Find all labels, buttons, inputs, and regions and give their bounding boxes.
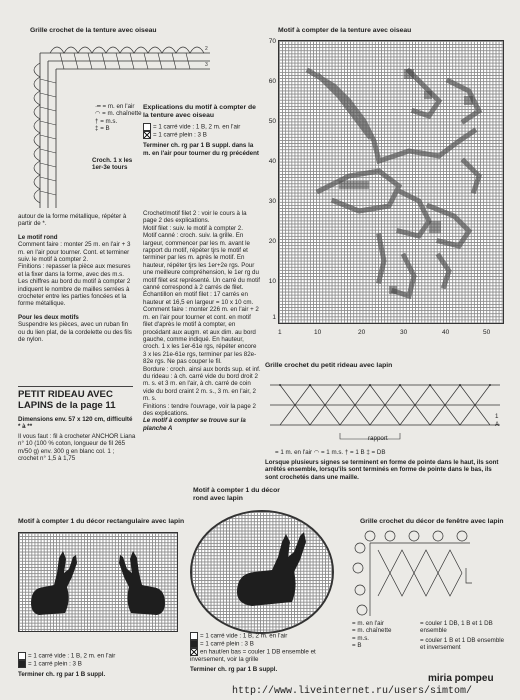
y-tick-70: 70	[268, 38, 276, 45]
y-tick-50: 50	[268, 118, 276, 125]
petit-rideau-materials: Il vous faut : fil à crocheter ANCHOR Liana n° 10 (100 % coton, longueur de fil 265 m/50 g) env. 300 g en blanc col. 1 ; crochet n° 1,5 à 1,75	[18, 432, 136, 463]
rond-legend-empty: = 1 carré vide : 1 B, 2 m. en l'air	[190, 632, 320, 640]
rabbit-round-motif	[192, 512, 332, 632]
y-tick-40: 40	[268, 158, 276, 165]
rond-legend-couler: en haut/en bas = couler 1 DB ensemble et inversement, voir la grille	[190, 648, 316, 664]
lapin-grille-note: Lorsque plusieurs signes se terminent en forme de pointe dans le haut, ils sont arrêtés ensemble, lorsqu'ils sont terminés en forme de pointe dans le bas, ils sont crochetés dans une maille.	[265, 459, 499, 481]
deux-motifs-text: Suspendre les pièces, avec un ruban fin ou du lien plat, de la cordelette ou des fils de nylon.	[18, 321, 132, 344]
legend-full-square: = 1 carré plein : 3 B	[143, 131, 261, 139]
signature: miria pompeu	[428, 673, 494, 684]
fenetre-legend2	[420, 620, 510, 652]
svg-text:2: 2	[205, 46, 208, 52]
bird-grid-title: Grille crochet de la tenture avec oiseau	[30, 27, 157, 34]
petit-rideau-block	[18, 390, 136, 462]
deux-motifs-heading: Pour les deux motifs	[18, 313, 79, 321]
body-left-intro: autour de la forme métallique, répéter à partir de *.	[18, 213, 127, 228]
petit-rideau-dimensions: Dimensions env. 57 x 120 cm, difficulté * à **	[18, 416, 133, 431]
y-tick-20: 20	[268, 238, 276, 245]
finitions: Finitions : tendre l'ouvrage, voir la page 2 des explications.	[143, 402, 256, 417]
y-tick-60: 60	[268, 78, 276, 85]
motif-rond-heading: Le motif rond	[18, 233, 58, 241]
decor-rect-title: Motif à compter 1 du décor rectangulaire avec lapin	[18, 518, 185, 525]
legend-chain: ·━ = m. en l'air	[95, 103, 135, 110]
lapin-row-label-A: A	[495, 421, 500, 428]
explanations-title: Explications du motif à compter de la tenture avec oiseau	[143, 104, 256, 119]
y-tick-10: 10	[268, 278, 276, 285]
decor-rond-legend	[190, 632, 320, 673]
lapin-grille-title: Grille crochet du petit rideau avec lapin	[265, 362, 393, 369]
body-left-column	[18, 213, 133, 344]
decor-rect-note: Terminer ch. rg par 1 B suppl.	[18, 671, 106, 679]
motif-rond-finitions: Finitions : repasser la pièce aux mesures et la fixer dans la forme, avec des m.s. Les chiffres au bord du motif à compter 2 indiquent le nombre de mailles serrées à crocheter entre les parties foncées et la forme métallique.	[18, 263, 131, 308]
source-url[interactable]: http://www.liveinternet.ru/users/simtom/	[232, 686, 473, 697]
y-tick-1: 1	[272, 314, 276, 321]
croch-label: Croch. 1 x les 1er-3e tours	[92, 157, 133, 172]
decor-rond-title: Motif à compter 1 du décor rond avec lapin	[193, 487, 280, 502]
fenetre-legend	[352, 620, 412, 650]
legend-slip: ◠ = m. chaînette	[95, 110, 142, 118]
lapin-grille-legend: = 1 m. en l'air ◠ = 1 m.s. † = 1 B ‡ = DB	[275, 449, 386, 456]
fenetre-legend-slip: = m. chaînette	[352, 627, 392, 635]
x-tick-1: 1	[278, 329, 282, 336]
petit-rideau-title: PETIT RIDEAU AVEC LAPINS de la page 11	[18, 389, 116, 411]
x-tick-40: 40	[442, 329, 450, 336]
lapin-row-label-1: 1	[495, 413, 499, 420]
echantillon: Échantillon en motif filet : 17 carrés en hauteur et 16,5 en largeur = 10 x 10 cm.	[143, 291, 254, 306]
bird-motif	[279, 41, 503, 323]
fenetre-legend-couler-3: = couler 1 DB, 1 B et 1 DB ensemble	[420, 620, 493, 635]
svg-text:3: 3	[205, 62, 208, 68]
decor-rect-legend	[18, 652, 178, 679]
fenetre-title: Grille crochet du décor de fenêtre avec lapin	[360, 518, 504, 525]
legend-sc: † = m.s.	[95, 117, 118, 125]
rect-legend-empty: = 1 carré vide : 1 B, 2 m. en l'air	[18, 652, 178, 660]
crochet-filet-2: Crochet/motif filet 2 : voir le cours à la page 2 des explications.	[143, 210, 247, 225]
fenetre-legend-chain: = m. en l'air	[352, 620, 384, 627]
bordure: Bordure : croch. ainsi aux bords sup. et inf. du rideau : à ch. carré vide du bord droit 2 m. s. et 3 m. en l'air, à ch. carré de coin vide du bord craint 2 m. s., 3 m. en l'air, 2 m. s.	[143, 365, 261, 403]
decor-rect-chart	[18, 532, 178, 632]
fenetre-legend-sc: = m.s.	[352, 634, 370, 642]
planche-note: Le motif à compter se trouve sur la planche A	[143, 417, 246, 432]
decor-rond-note: Terminer ch. rg par 1 B suppl.	[190, 665, 278, 673]
comment-faire: Comment faire : monter 226 m. en l'air + 2 m. en l'air pour tourner et cont. en motif filet d'après le motif à compter, en procédant aux augm. et aux dim. au bord gauche, comme indiqué. En hauteur, croch. 1 x les 1er-61e rgs, répéter encore 3 x les 21e-61e rgs, terminer par les 82e-82e rgs. Ne pas couper le fil.	[143, 306, 259, 366]
x-tick-10: 10	[314, 329, 322, 336]
fenetre-legend-dc: = B	[352, 642, 362, 650]
x-tick-20: 20	[358, 329, 366, 336]
petit-rideau-separator	[18, 386, 133, 387]
bird-chart-title: Motif à compter de la tenture avec oiseau	[278, 27, 412, 34]
motif-filet: Motif filet : suiv. le motif à compter 2.	[143, 224, 243, 232]
legend-dc: ‡ = B	[95, 125, 110, 133]
x-tick-50: 50	[483, 329, 491, 336]
fenetre-legend-couler-2: = couler 1 B et 1 DB ensemble et inversement	[420, 636, 505, 652]
bird-chart-xaxis	[278, 329, 502, 337]
bird-grid-legend	[95, 103, 150, 133]
decor-rond-chart	[190, 510, 334, 634]
fenetre-crochet-diagram	[350, 528, 475, 618]
explanations-note: Terminer ch. rg par 1 B suppl. dans la m. en l'air pour tourner du rg précédent	[143, 142, 259, 157]
motif-rond-faire: Comment faire : monter 25 m. en l'air + 3 m. en l'air pour tourner. Cont. et terminer suiv. le motif à compter 2.	[18, 241, 131, 264]
body-mid-column	[143, 210, 261, 432]
bird-chart-grid	[278, 40, 504, 324]
rect-legend-full: = 1 carré plein : 3 B	[18, 660, 178, 668]
bird-explanations	[143, 104, 261, 157]
motif-canne: Motif canné : croch. suiv. la grille. En largeur, commencer par les m. avant le rapport du motif, répéter tjrs le motif et terminer par les m. après le motif. En hauteur, répéter tjrs les 1er+2e rgs. Pour une meilleure compréhension, le 1er rg du motif filet est représenté. Un carré du motif canné correspond à 2 carrés de filet.	[143, 232, 260, 292]
rapport-label: rapport	[368, 435, 388, 442]
x-tick-30: 30	[400, 329, 408, 336]
legend-empty-square: = 1 carré vide : 1 B, 2 m. en l'air	[143, 123, 261, 131]
rond-legend-full: = 1 carré plein : 3 B	[190, 640, 320, 648]
y-tick-30: 30	[268, 198, 276, 205]
rabbits-rect-motif	[19, 533, 177, 631]
